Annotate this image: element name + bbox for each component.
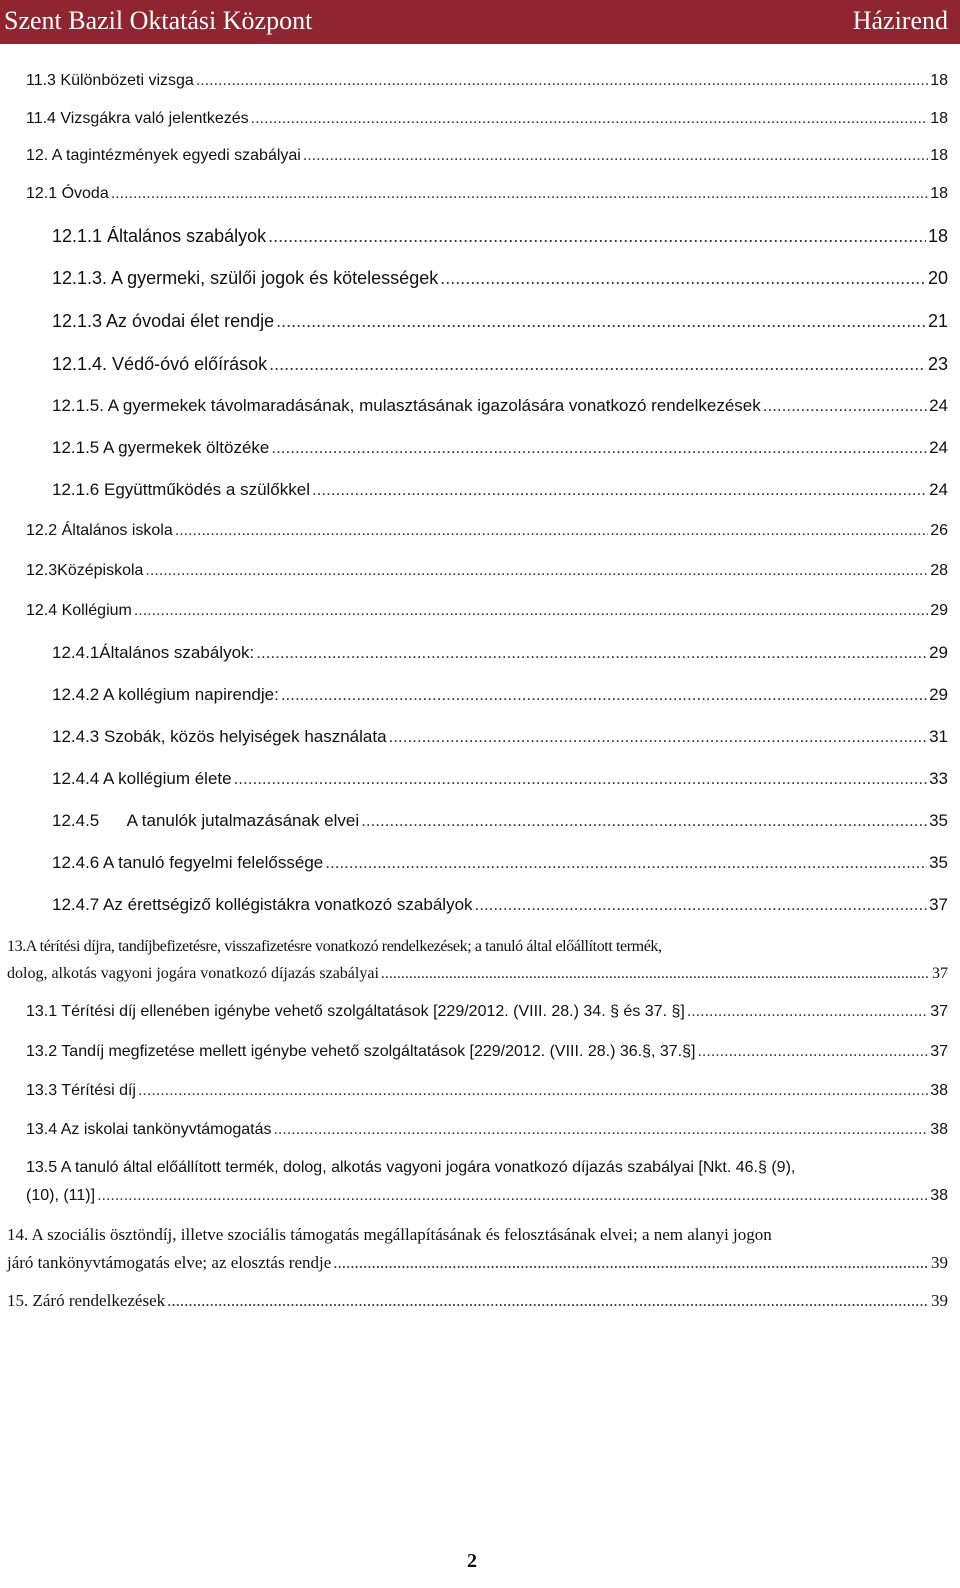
toc-entry[interactable] [52, 268, 948, 290]
toc-entry-title: 13.3 Térítési díj [26, 1082, 136, 1099]
toc-entry[interactable] [26, 109, 948, 128]
toc-entry[interactable] [52, 396, 948, 416]
toc-entry-page: 24 [929, 438, 948, 457]
toc-leader-dots [440, 268, 926, 290]
header-institution-name: Szent Bazil Oktatási Központ [4, 6, 313, 35]
toc-entry-first-line: 13.5 A tanuló által előállított termék, dolog, alkotás vagyoni jogára vonatkozó díjazás szabályai [Nkt. 46.§ (9), [26, 1159, 796, 1176]
toc-leader-dots [273, 1120, 928, 1139]
toc-entry-page: 24 [929, 480, 948, 499]
toc-entry-page: 23 [927, 354, 948, 374]
toc-entry[interactable] [52, 438, 948, 458]
toc-leader-dots [687, 1002, 928, 1021]
toc-entry[interactable] [26, 1186, 948, 1205]
toc-entry[interactable] [52, 354, 948, 376]
toc-entry-page: 39 [931, 1253, 948, 1272]
toc-entry-title: 12.1.3 Az óvodai élet rendje [52, 311, 275, 331]
toc-entry[interactable] [52, 685, 948, 705]
toc-entry[interactable] [26, 184, 948, 203]
toc-entry-page: 37 [932, 965, 948, 982]
toc-entry-page: 35 [929, 811, 948, 830]
toc-entry[interactable] [52, 311, 948, 333]
toc-entry-page: 33 [929, 769, 948, 788]
toc-entry-title: 12.4.6 A tanuló fegyelmi felelőssége [52, 853, 324, 872]
toc-entry-page: 38 [930, 1121, 948, 1138]
toc-entry-title: 11.4 Vizsgákra való jelentkezés [26, 110, 249, 127]
toc-entry[interactable] [52, 480, 948, 500]
toc-entry-page: 18 [930, 110, 948, 127]
toc-leader-dots [269, 354, 926, 376]
toc-entry-title: 12.4.1Általános szabályok: [52, 643, 255, 662]
toc-entry-page: 38 [930, 1082, 948, 1099]
toc-entry-title: 13.2 Tandíj megfizetése mellett igénybe vehető szolgáltatások [229/2012. (VIII. 28.) 36.§, 37.§] [26, 1043, 696, 1060]
toc-entry-title: 12.1 Óvoda [26, 185, 109, 202]
toc-leader-dots [111, 184, 928, 203]
toc-leader-dots [145, 561, 928, 580]
toc-entry[interactable] [7, 1291, 948, 1311]
toc-entry-page: 20 [927, 268, 948, 288]
toc-entry-page: 39 [931, 1291, 948, 1310]
toc-entry-first-line: 13.A térítési díjra, tandíjbefizetésre, visszafizetésre vonatkozó rendelkezések; a tanuló által előállított termék, [7, 938, 662, 955]
toc-entry[interactable] [26, 1002, 948, 1021]
toc-entry-page: 37 [929, 895, 948, 914]
page-number: 2 [467, 1550, 477, 1572]
toc-entry-title: 12.4.4 A kollégium élete [52, 769, 232, 788]
toc-leader-dots [763, 396, 927, 416]
toc-entry[interactable] [26, 561, 948, 580]
toc-entry-title: 11.3 Különbözeti vizsga [26, 72, 194, 89]
toc-entry-title: 12.2 Általános iskola [26, 522, 173, 539]
toc-entry-page: 18 [930, 147, 948, 164]
toc-entry-page: 29 [929, 643, 948, 662]
toc-entry[interactable] [26, 521, 948, 540]
toc-entry-title: járó tankönyvtámogatás elve; az elosztás rendje [7, 1253, 332, 1272]
toc-leader-dots [251, 109, 929, 128]
toc-entry-title: 12.4.2 A kollégium napirendje: [52, 685, 279, 704]
toc-entry[interactable] [52, 895, 948, 915]
toc-entry[interactable] [26, 146, 948, 165]
toc-entry-page: 31 [929, 727, 948, 746]
toc-entry-title: 12.1.5 A gyermekek öltözéke [52, 438, 270, 457]
toc-entry-title: 12.1.4. Védő-óvó előírások [52, 354, 268, 374]
toc-entry-page: 38 [930, 1187, 948, 1204]
toc-entry[interactable] [26, 71, 948, 90]
toc-entry-title: 12.4.3 Szobák, közös helyiségek használata [52, 727, 387, 746]
toc-entry[interactable] [52, 811, 948, 831]
toc-leader-dots [138, 1081, 928, 1100]
toc-entry[interactable] [7, 1253, 948, 1273]
toc-leader-dots [381, 964, 930, 983]
toc-entry-title: 12.4 Kollégium [26, 602, 132, 619]
toc-entry-page: 26 [930, 522, 948, 539]
toc-entry[interactable] [7, 964, 948, 983]
toc-entry-title: 12.4.5 A tanulók jutalmazásának elvei [52, 811, 360, 830]
toc-leader-dots [97, 1186, 928, 1205]
toc-entry-title: 13.4 Az iskolai tankönyvtámogatás [26, 1121, 272, 1138]
toc-entry-title: dolog, alkotás vagyoni jogára vonatkozó díjazás szabályai [7, 965, 379, 982]
toc-leader-dots [475, 895, 928, 915]
toc-entry-title: 12.1.3. A gyermeki, szülői jogok és kötelességek [52, 268, 439, 288]
toc-entry[interactable] [26, 601, 948, 620]
toc-entry-page: 18 [930, 185, 948, 202]
toc-leader-dots [196, 71, 928, 90]
toc-leader-dots [361, 811, 927, 831]
header-document-title: Házirend [852, 6, 948, 35]
toc-entry[interactable] [26, 1042, 948, 1061]
toc-leader-dots [276, 311, 926, 333]
toc-entry-title: 12. A tagintézmények egyedi szabályai [26, 147, 301, 164]
toc-entry[interactable] [52, 853, 948, 873]
toc-entry-page: 28 [930, 562, 948, 579]
toc-entry-title: 13.1 Térítési díj ellenében igénybe vehető szolgáltatások [229/2012. (VIII. 28.) 34. § és 37. §] [26, 1003, 685, 1020]
toc-entry-title: 12.3Középiskola [26, 562, 144, 579]
toc-leader-dots [697, 1042, 928, 1061]
toc-leader-dots [268, 226, 926, 248]
toc-leader-dots [333, 1253, 929, 1273]
toc-entry-page: 21 [927, 311, 948, 331]
toc-entry-title: 12.1.6 Együttműködés a szülőkkel [52, 480, 310, 499]
toc-leader-dots [134, 601, 928, 620]
toc-entry-page: 35 [929, 853, 948, 872]
toc-entry-page: 29 [930, 602, 948, 619]
toc-entry-title: 15. Záró rendelkezések [7, 1291, 166, 1310]
toc-leader-dots [303, 146, 928, 165]
toc-leader-dots [312, 480, 927, 500]
toc-leader-dots [271, 438, 927, 458]
toc-leader-dots [256, 643, 927, 663]
toc-entry-page: 18 [930, 72, 948, 89]
toc-leader-dots [167, 1291, 929, 1311]
toc-entry-page: 37 [930, 1003, 948, 1020]
toc-entry[interactable] [26, 1120, 948, 1139]
toc-entry-page: 24 [929, 396, 948, 415]
toc-leader-dots [325, 853, 927, 873]
toc-entry-title: 12.4.7 Az érettségiző kollégistákra vonatkozó szabályok [52, 895, 473, 914]
toc-entry-page: 18 [927, 226, 948, 246]
toc-entry[interactable] [52, 643, 948, 663]
toc-entry-first-line: 14. A szociális ösztöndíj, illetve szociális támogatás megállapításának és felosztásának elvei; a nem alanyi jogon [7, 1225, 772, 1244]
toc-leader-dots [281, 685, 927, 705]
toc-entry-page: 37 [930, 1043, 948, 1060]
toc-leader-dots [175, 521, 928, 540]
toc-entry[interactable] [26, 1081, 948, 1100]
toc-entry-title: 12.1.1 Általános szabályok [52, 226, 267, 246]
toc-entry[interactable] [52, 226, 948, 248]
toc-entry[interactable] [52, 727, 948, 747]
toc-entry[interactable] [52, 769, 948, 789]
toc-entry-title: (10), (11)] [26, 1187, 96, 1204]
toc-entry-page: 29 [929, 685, 948, 704]
toc-leader-dots [234, 769, 928, 789]
toc-leader-dots [389, 727, 928, 747]
toc-entry-title: 12.1.5. A gyermekek távolmaradásának, mulasztásának igazolására vonatkozó rendelkezések [52, 396, 761, 415]
